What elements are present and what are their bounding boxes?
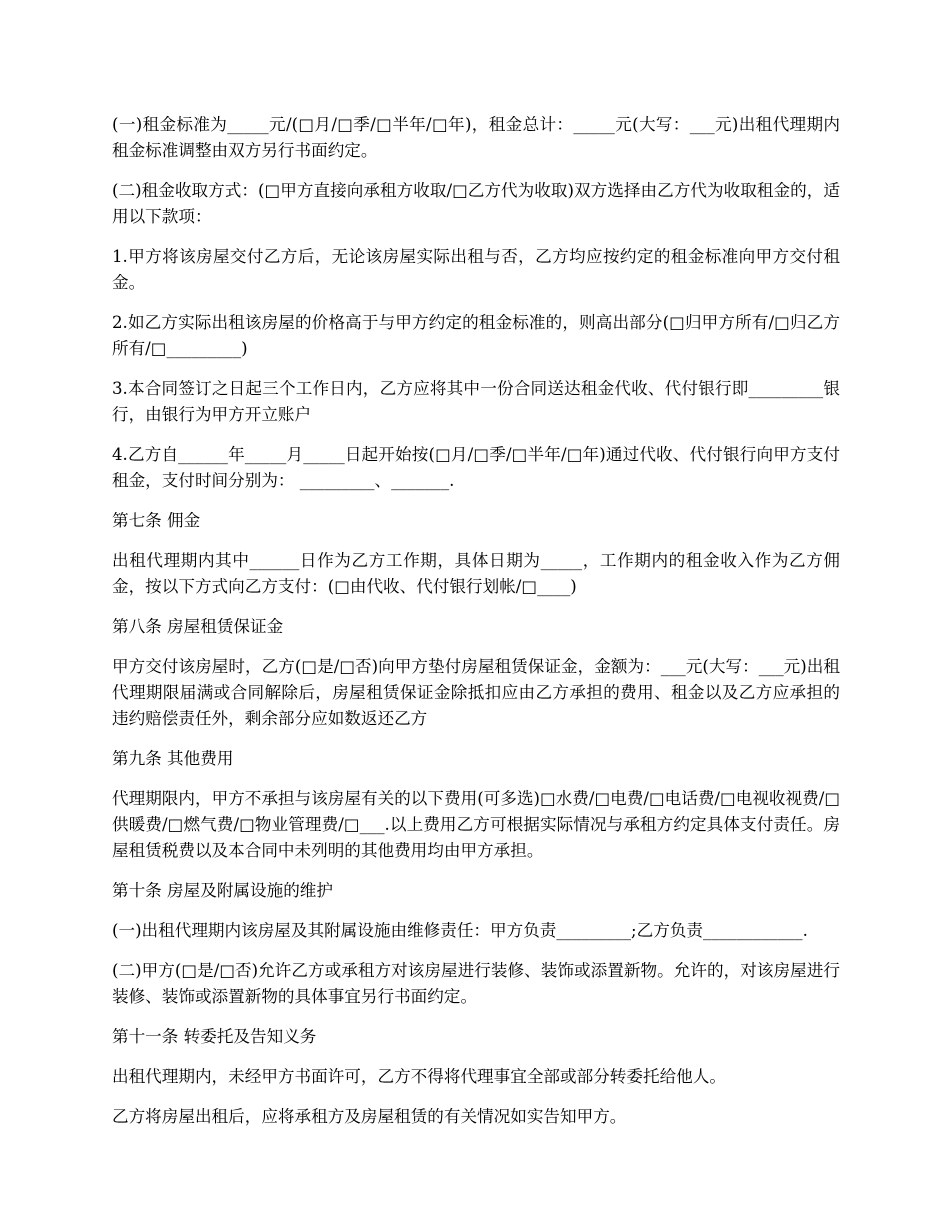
article-10-paragraph-1: (一)出租代理期内该房屋及其附属设施由维修责任：甲方负责_________;乙方负责____________. (112, 921, 808, 940)
clause-item-4: 4.乙方自______年_____月_____日起开始按(□月/□季/□半年/□年)通过代收、代付银行向甲方支付租金，支付时间分别为： _________、_______. (112, 445, 840, 490)
document-body (112, 112, 840, 1144)
article-11-paragraph-1: 出租代理期内，未经甲方书面许可，乙方不得将代理事宜全部或部分转委托给他人。 (112, 1067, 726, 1086)
article-7-paragraph: 出租代理期内其中______日作为乙方工作期，具体日期为_____，工作期内的租金收入作为乙方佣金，按以下方式向乙方支付：(□由代收、代付银行划帐/□____) (112, 551, 840, 596)
article-10-paragraph-2: (二)甲方(□是/□否)允许乙方或承租方对该房屋进行装修、装饰或添置新物。允许的，对该房屋进行装修、装饰或添置新物的具体事宜另行书面约定。 (112, 961, 840, 1006)
article-10-heading: 第十条 房屋及附属设施的维护 (112, 881, 333, 900)
article-8-heading: 第八条 房屋租赁保证金 (112, 617, 284, 636)
article-9-paragraph: 代理期限内，甲方不承担与该房屋有关的以下费用(可多选)□水费/□电费/□电话费/□电视收视费/□供暖费/□燃气费/□物业管理费/□___.以上费用乙方可根据实际情况与承租方约定具体支付责任。房屋租赁税费以及本合同中未列明的其他费用均由甲方承担。 (112, 789, 840, 860)
article-11-paragraph-2: 乙方将房屋出租后，应将承租方及房屋租赁的有关情况如实告知甲方。 (112, 1107, 627, 1126)
article-9-heading: 第九条 其他费用 (112, 749, 234, 768)
article-11-heading: 第十一条 转委托及告知义务 (112, 1027, 317, 1046)
clause-item-2: 2.如乙方实际出租该房屋的价格高于与甲方约定的租金标准的，则高出部分(□归甲方所有/□归乙方所有/□_________) (112, 313, 840, 358)
rent-standard-paragraph: (一)租金标准为_____元/(□月/□季/□半年/□年)，租金总计：_____元(大写：___元)出租代理期内租金标准调整由双方另行书面约定。 (112, 115, 840, 160)
clause-item-1: 1.甲方将该房屋交付乙方后，无论该房屋实际出租与否，乙方均应按约定的租金标准向甲方交付租金。 (112, 247, 840, 292)
article-7-heading: 第七条 佣金 (112, 511, 201, 530)
rent-collection-method-paragraph: (二)租金收取方式：(□甲方直接向承租方收取/□乙方代为收取)双方选择由乙方代为收取租金的，适用以下款项： (112, 181, 840, 226)
article-8-paragraph: 甲方交付该房屋时，乙方(□是/□否)向甲方垫付房屋租赁保证金，金额为：___元(大写：___元)出租代理期限届满或合同解除后，房屋租赁保证金除抵扣应由乙方承担的费用、租金以及乙方应承担的违约赔偿责任外，剩余部分应如数返还乙方 (112, 657, 840, 728)
clause-item-3: 3.本合同签订之日起三个工作日内，乙方应将其中一份合同送达租金代收、代付银行即_________银行，由银行为甲方开立账户 (112, 379, 840, 424)
